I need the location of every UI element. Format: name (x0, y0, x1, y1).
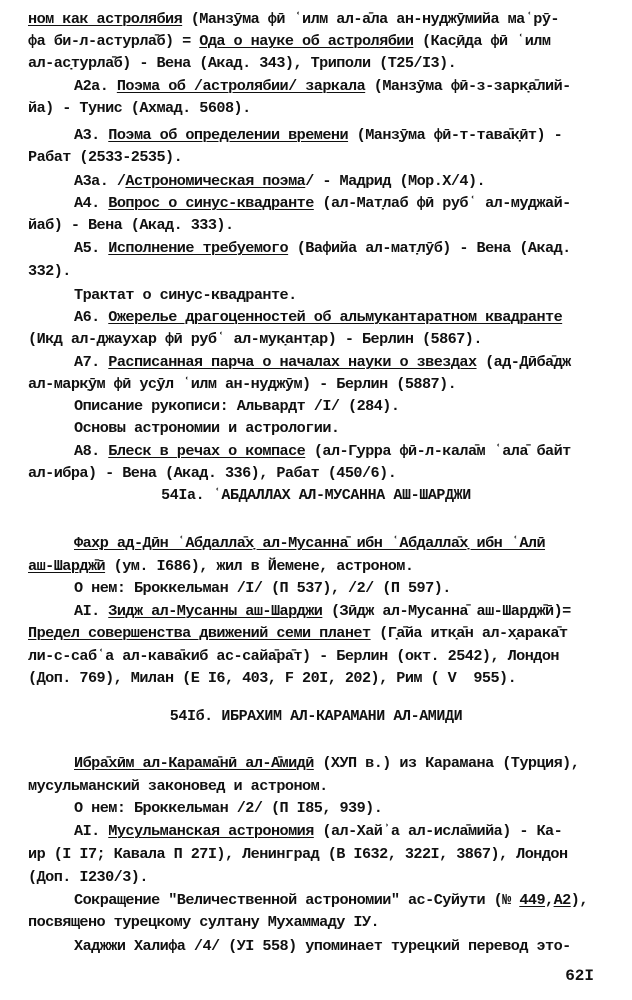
text-span: (Г̣а̄йа итк̣а̄н ал-х̣арака̄т (370, 624, 568, 642)
text-span: ал-ас̣турла̄б) - Вена (Акад. 343), Триполи (Т25/I3). (28, 54, 457, 72)
text-span: (Кас̣ӣда фӣ ʿилм (413, 32, 551, 50)
text-line (28, 214, 234, 236)
entry-a3a (74, 170, 485, 192)
text-line (28, 843, 568, 865)
text-span: (ал-Мат̣лаб фӣ рубʿ ал-муджай- (313, 194, 571, 212)
entry-a8 (74, 440, 571, 462)
text-line (28, 328, 482, 350)
entry-a6 (74, 306, 562, 328)
entry-label: А8. (74, 442, 109, 460)
text-span: Описание рукописи: Альвардт /I/ (284). (74, 397, 400, 415)
entry-label: А4. (74, 194, 109, 212)
work-title: Зидж ал-Мусанны аш-Шарджи (108, 602, 323, 620)
text-span: О нем: Броккельман /2/ (П I85, 939). (74, 799, 383, 817)
text-span: мусульманский законовед и астроном. (28, 777, 328, 795)
work-title: Вопрос о синус-квадранте (108, 194, 314, 212)
text-line (74, 797, 382, 819)
text-line (28, 555, 413, 577)
work-title: Исполнение требуемого (108, 239, 289, 257)
text-line (74, 417, 339, 439)
text-line (74, 889, 588, 911)
text-line (28, 373, 456, 395)
entry-a4 (74, 192, 571, 214)
entry-label: А2а. (74, 77, 117, 95)
author-name: аш-Шардж̄ӣ (28, 557, 106, 575)
work-title: Блеск в речах о компасе (108, 442, 306, 460)
entry-a3 (74, 124, 562, 146)
text-span: (Зӣдж ал-Мусанна̄ аш-Шардж̄ӣ)= (322, 602, 571, 620)
work-title: Астрономическая поэма (125, 172, 306, 190)
section-heading-541a: 54Iа. ʿАБДАЛЛАХ АЛ-МУСАННА АШ-ШАРДЖИ (161, 487, 471, 504)
text-span: (ал-Г̣урра фӣ-л-кала̄м ʿала̄ байт (305, 442, 571, 460)
text-span: ал-марк̣ӯм фӣ ус̣ӯл ʿилм ан-нуджӯм) - Берлин (5887). (28, 375, 457, 393)
text-span: Трактат о синус-квадранте. (74, 286, 297, 304)
text-span: (Доп. 769), Милан (Е I6, 403, F 20I, 202), Рим ( V 955). (28, 669, 517, 687)
text-span: (Ик̣д ал-джаухар фӣ рубʿ ал-мук̣ант̣ар) - Берлин (5867). (28, 330, 482, 348)
text-span: ли-с-сабʿа ал-кава̄киб ас-сайа̄ра̄т) - Берлин (окт. 2542), Лондон (28, 647, 559, 665)
text-span: (ад-Дӣба̄дж (476, 353, 571, 371)
text-span: (Манз̣ӯма фӣ ʿилм ал-а̄ла ан-нуджӯмийа маʿрӯ- (182, 10, 559, 28)
text-span: / - Мадрид (Мор.Х/4). (305, 172, 486, 190)
text-line (28, 911, 379, 933)
entry-a1 (74, 820, 562, 842)
text-span: Рабат (2533-2535). (28, 148, 183, 166)
text-span: (ал-Хайʾа ал-исла̄мийа) - Ка- (313, 822, 563, 840)
cross-reference: 449 (519, 891, 546, 909)
text-span: ир (I I7; Кавала П 27I), Ленинград (В I632, 322I, 3867), Лондон (28, 845, 568, 863)
entry-label: А5. (74, 239, 109, 257)
entry-label: АI. (74, 602, 109, 620)
text-span: (Манз̣ӯма фӣ-т-тава̄к̣ӣт) - (348, 126, 563, 144)
text-span: Хаджжи Халифа /4/ (УI 558) упоминает турецкий перевод это- (74, 937, 571, 955)
text-line (28, 622, 568, 644)
text-span: Сокращение "Величественной астрономии" ас-Суйути (№ (74, 891, 520, 909)
author-name: Ибра̄хӣм ал-Карама̄нӣ ал-А̄мидӣ (74, 754, 314, 772)
entry-a2a (74, 75, 571, 97)
work-title: Ода о науке об астролябии (199, 32, 414, 50)
work-title: Поэма об определении времени (108, 126, 349, 144)
text-span: (ХУП в.) из Карамана (Турция), (313, 754, 580, 772)
text-span: Основы астрономии и астрологии. (74, 419, 340, 437)
work-title: Предел совершенства движений семи планет (28, 624, 371, 642)
author-name: Фах̣р ад-Дӣн ʿАбдалла̄х̣ ал-Мусанна̄ ибн ʿАбдалла̄х̣ ибн ʿАлӣ (74, 534, 546, 552)
work-title: ном как астролябия (28, 10, 183, 28)
text-span: йаб) - Вена (Акад. 333). (28, 216, 234, 234)
section-heading-541b: 54Iб. ИБРАХИМ АЛ-КАРАМАНИ АЛ-АМИДИ (169, 708, 463, 725)
work-title: Поэма об /астролябии/ заркала (116, 77, 366, 95)
text-line (28, 146, 182, 168)
work-title: Мусульманская астрономия (108, 822, 314, 840)
text-line (74, 577, 451, 599)
text-span: посвящено турецкому султану Мухаммаду IУ. (28, 913, 380, 931)
text-line (28, 645, 559, 667)
page-number: 62I (565, 967, 594, 985)
entry-a7 (74, 351, 571, 373)
text-span: (Вафийа ал-мат̣лӯб) - Вена (Акад. (288, 239, 571, 257)
text-line (74, 395, 399, 417)
text-span: йа) - Тунис (Ахмад. 5608). (28, 99, 251, 117)
text-span: О нем: Броккельман /I/ (П 537), /2/ (П 597). (74, 579, 451, 597)
text-line (28, 866, 148, 888)
entry-label: АI. (74, 822, 109, 840)
text-line (74, 284, 297, 306)
entry-a5 (74, 237, 571, 259)
text-line (28, 52, 456, 74)
work-title: Ожерелье драгоценностей об альмукантаратном квадранте (108, 308, 563, 326)
entry-label: А7. (74, 353, 109, 371)
text-line (74, 935, 571, 957)
author-name-line (74, 752, 579, 774)
text-span: (Манз̣ӯма фӣ-з-зарк̣а̄лий- (365, 77, 571, 95)
cross-reference: А2 (553, 891, 571, 909)
text-line (28, 97, 251, 119)
entry-label: А3. (74, 126, 109, 144)
text-span: ), (570, 891, 588, 909)
text-line (28, 775, 328, 797)
text-line (28, 260, 71, 282)
text-line (28, 30, 550, 52)
entry-a1 (74, 600, 571, 622)
text-line (28, 462, 396, 484)
text-span: фа би-л-астурла̄б) = (28, 32, 200, 50)
text-span: , (545, 891, 554, 909)
text-span: (ум. I686), жил в Йемене, астроном. (105, 557, 414, 575)
text-line (28, 8, 559, 30)
work-title: Расписанная парча о началах науки о звездах (108, 353, 477, 371)
text-span: (Доп. I230/3). (28, 868, 148, 886)
entry-label: А6. (74, 308, 109, 326)
author-name-line (74, 532, 545, 554)
text-span: 332). (28, 262, 71, 280)
text-line (28, 667, 516, 689)
entry-label: А3а. / (74, 172, 126, 190)
text-span: ал-ибра) - Вена (Акад. 336), Рабат (450/6). (28, 464, 397, 482)
